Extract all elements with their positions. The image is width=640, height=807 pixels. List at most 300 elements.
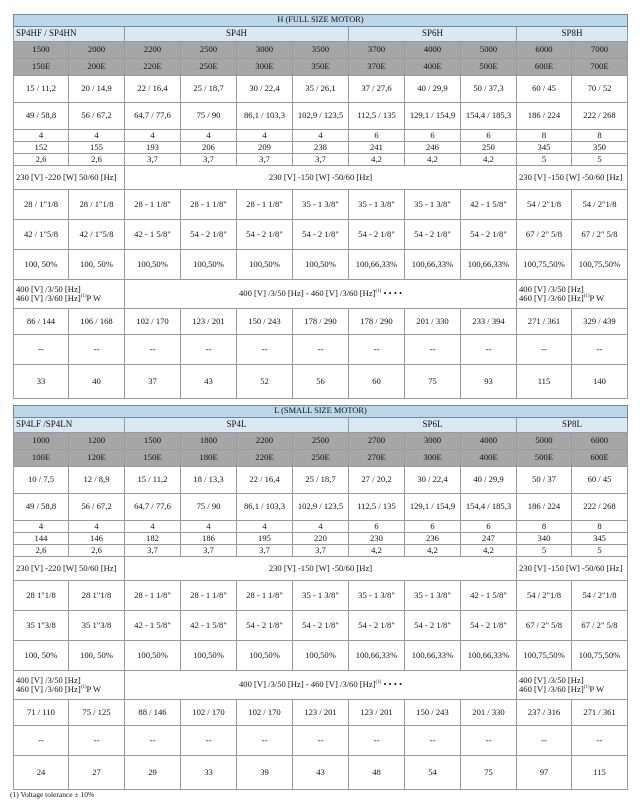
model-cell: 2200 <box>237 433 293 450</box>
pipe-cell: 54 - 2 1/8" <box>461 220 517 250</box>
data-cell: 146 <box>69 533 125 545</box>
capacity-cell: 100,66,33% <box>349 250 405 280</box>
data-cell: 30 / 22,4 <box>237 76 293 103</box>
pipe-cell: 54 - 2 1/8" <box>181 220 237 250</box>
data-cell: 25 / 18,7 <box>181 76 237 103</box>
model-cell: 2000 <box>69 42 125 59</box>
data-cell: 106 / 168 <box>69 309 125 335</box>
data-cell: -- <box>349 726 405 756</box>
model-cell: 2500 <box>181 42 237 59</box>
table-row <box>14 611 628 641</box>
pipe-cell: 28 - 1 1/8" <box>125 190 181 220</box>
data-cell: 52 <box>237 365 293 399</box>
data-cell: 178 / 290 <box>293 309 349 335</box>
capacity-cell: 100, 50% <box>69 641 125 671</box>
capacity-cell: 100,66,33% <box>461 250 517 280</box>
model-cell: 150E <box>14 59 69 76</box>
data-cell: 4 <box>69 521 125 533</box>
footnote-ref: (1) <box>80 294 87 300</box>
table-row <box>14 756 628 790</box>
data-cell: 182 <box>125 533 181 545</box>
data-cell: 75 / 90 <box>181 103 237 130</box>
pipe-cell: 54 - 2 1/8" <box>293 220 349 250</box>
voltage-row <box>14 557 628 581</box>
pipe-cell: 42 - 1 5/8" <box>461 581 517 611</box>
model-cell: 1500 <box>14 42 69 59</box>
data-cell: 201 / 330 <box>405 309 461 335</box>
table-title: H (FULL SIZE MOTOR) <box>14 15 628 27</box>
data-cell: 8 <box>572 521 628 533</box>
pipe-cell: 28 - 1 1/8" <box>181 581 237 611</box>
data-cell: 49 / 58,8 <box>14 494 69 521</box>
data-cell: 4,2 <box>461 545 517 557</box>
data-cell: 18 / 13,3 <box>181 467 237 494</box>
table-row <box>14 130 628 142</box>
data-cell: 6 <box>461 130 517 142</box>
model-cell: 500E <box>461 59 517 76</box>
data-cell: 236 <box>405 533 461 545</box>
data-cell: 40 / 29,9 <box>405 76 461 103</box>
data-cell: 56 <box>293 365 349 399</box>
data-cell: 54 <box>405 756 461 790</box>
data-cell: 33 <box>14 365 69 399</box>
data-cell: 123 / 201 <box>349 700 405 726</box>
data-cell: 102 / 170 <box>237 700 293 726</box>
voltage-cell <box>517 671 628 700</box>
data-cell: 3,7 <box>181 545 237 557</box>
pipe-cell: 54 / 2"1/8 <box>572 581 628 611</box>
data-cell: -- <box>125 726 181 756</box>
model-cell: 3000 <box>237 42 293 59</box>
data-cell: 178 / 290 <box>349 309 405 335</box>
data-cell: 4 <box>293 521 349 533</box>
model-cell: 1500 <box>125 433 181 450</box>
data-cell: 64,7 / 77,6 <box>125 494 181 521</box>
data-cell: 4 <box>69 130 125 142</box>
data-cell: 43 <box>293 756 349 790</box>
data-cell: 6 <box>349 130 405 142</box>
data-cell: 102,9 / 123,5 <box>293 494 349 521</box>
data-cell: 24 <box>14 756 69 790</box>
model-cell: 4000 <box>461 433 517 450</box>
model-cell: 1000 <box>14 433 69 450</box>
model-row-1 <box>14 42 628 59</box>
model-cell: 5000 <box>461 42 517 59</box>
pipe-cell: 42 - 1 5/8" <box>461 190 517 220</box>
model-cell: 220E <box>125 59 181 76</box>
data-cell: 12 / 8,9 <box>69 467 125 494</box>
data-cell: -- <box>572 726 628 756</box>
data-cell: 123 / 201 <box>293 700 349 726</box>
data-cell: 193 <box>125 142 181 154</box>
data-cell: 155 <box>69 142 125 154</box>
data-cell: 4 <box>14 130 69 142</box>
pipe-cell: 35 1"3/8 <box>69 611 125 641</box>
pipe-cell: 35 - 1 3/8" <box>349 190 405 220</box>
voltage-tail: P W <box>589 684 605 694</box>
pipe-cell: 67 / 2" 5/8 <box>572 611 628 641</box>
table-row <box>14 103 628 130</box>
data-cell: 75 <box>461 756 517 790</box>
data-cell: 4,2 <box>349 154 405 166</box>
data-cell: 222 / 268 <box>572 494 628 521</box>
voltage-cell <box>14 280 125 309</box>
pipe-cell: 54 / 2"1/8 <box>517 190 572 220</box>
series-header: SP4L <box>125 418 349 433</box>
data-cell: 140 <box>572 365 628 399</box>
data-cell: 6 <box>349 521 405 533</box>
footnote-ref: (1) <box>375 680 382 686</box>
data-cell: 5 <box>572 154 628 166</box>
voltage-row <box>14 671 628 700</box>
pipe-cell: 54 - 2 1/8" <box>405 611 461 641</box>
data-cell: 250 <box>461 142 517 154</box>
data-cell: 4,2 <box>405 545 461 557</box>
data-cell: 6 <box>405 130 461 142</box>
model-cell: 250E <box>181 59 237 76</box>
data-cell: 2,6 <box>14 154 69 166</box>
capacity-cell: 100,75,50% <box>572 641 628 671</box>
voltage-line: 400 [V] /3/50 [Hz] - 460 [V] /3/60 [Hz] <box>239 288 376 299</box>
model-cell: 500E <box>517 450 572 467</box>
data-cell: 102,9 / 123,5 <box>293 103 349 130</box>
data-cell: 271 / 361 <box>517 309 572 335</box>
pipe-cell: 54 - 2 1/8" <box>461 611 517 641</box>
data-cell: 345 <box>572 533 628 545</box>
model-cell: 700E <box>572 59 628 76</box>
table-row <box>14 494 628 521</box>
series-header: SP6L <box>349 418 517 433</box>
data-cell: -- <box>405 335 461 365</box>
data-cell: 43 <box>181 365 237 399</box>
data-cell: 2,6 <box>69 154 125 166</box>
capacity-cell: 100, 50% <box>69 250 125 280</box>
spec-table-h <box>13 14 628 399</box>
series-header: SP4LF /SP4LN <box>14 418 125 433</box>
model-cell: 4000 <box>405 42 461 59</box>
pipe-cell: 42 / 1"5/8 <box>69 220 125 250</box>
data-cell: -- <box>461 726 517 756</box>
voltage-line: 460 [V] /3/60 [Hz] <box>519 684 584 694</box>
data-cell: 3,7 <box>181 154 237 166</box>
model-cell: 150E <box>125 450 181 467</box>
model-cell: 400E <box>405 59 461 76</box>
model-cell: 400E <box>461 450 517 467</box>
voltage-line: 460 [V] /3/60 [Hz] <box>519 293 584 303</box>
data-cell: 70 / 52 <box>572 76 628 103</box>
data-cell: 129,1 / 154,9 <box>405 103 461 130</box>
pipe-cell: 28 1"1/8 <box>69 581 125 611</box>
data-cell: 2,6 <box>69 545 125 557</box>
data-cell: 112,5 / 135 <box>349 103 405 130</box>
data-cell: 6 <box>461 521 517 533</box>
data-cell: 75 / 125 <box>69 700 125 726</box>
data-cell: -- <box>461 335 517 365</box>
data-cell: 56 / 67,2 <box>69 494 125 521</box>
table-row <box>14 726 628 756</box>
voltage-line: 460 [V] /3/60 [Hz] <box>16 684 81 694</box>
series-header: SP4H <box>125 27 349 42</box>
capacity-cell: 100,66,33% <box>349 641 405 671</box>
pipe-cell: 42 / 1"5/8 <box>14 220 69 250</box>
pipe-cell: 35 - 1 3/8" <box>405 581 461 611</box>
pipe-cell: 54 - 2 1/8" <box>237 220 293 250</box>
table-row <box>14 154 628 166</box>
model-cell: 300E <box>237 59 293 76</box>
model-cell: 200E <box>69 59 125 76</box>
model-cell: 370E <box>349 59 405 76</box>
data-cell: 6 <box>405 521 461 533</box>
data-cell: 238 <box>293 142 349 154</box>
table-row <box>14 545 628 557</box>
voltage-tail: P W <box>86 293 102 303</box>
data-cell: 246 <box>405 142 461 154</box>
model-cell: 270E <box>349 450 405 467</box>
pipe-cell: 54 / 2"1/8 <box>572 190 628 220</box>
data-cell: -- <box>14 726 69 756</box>
table-row <box>14 467 628 494</box>
model-cell: 220E <box>237 450 293 467</box>
data-cell: 5 <box>517 545 572 557</box>
table-row <box>14 581 628 611</box>
pipe-cell: 28 / 1"1/8 <box>69 190 125 220</box>
model-row-1 <box>14 433 628 450</box>
data-cell: 35 / 26,1 <box>293 76 349 103</box>
data-cell: 10 / 7,5 <box>14 467 69 494</box>
model-cell: 1800 <box>181 433 237 450</box>
pipe-cell: 54 - 2 1/8" <box>405 220 461 250</box>
data-cell: 152 <box>14 142 69 154</box>
data-cell: 230 <box>349 533 405 545</box>
footnote-ref: (1) <box>80 685 87 691</box>
data-cell: -- <box>405 726 461 756</box>
model-cell: 5000 <box>517 433 572 450</box>
pipe-cell: 67 / 2" 5/8 <box>572 220 628 250</box>
data-cell: -- <box>125 335 181 365</box>
footnote-ref: (1) <box>583 294 590 300</box>
spec-table-l <box>13 405 628 790</box>
data-cell: 112,5 / 135 <box>349 494 405 521</box>
model-cell: 250E <box>293 450 349 467</box>
pipe-cell: 67 / 2" 5/8 <box>517 220 572 250</box>
pipe-cell: 28 / 1"1/8 <box>14 190 69 220</box>
data-cell: 206 <box>181 142 237 154</box>
voltage-row <box>14 280 628 309</box>
data-cell: 27 <box>69 756 125 790</box>
data-cell: 39 <box>237 756 293 790</box>
voltage-cell <box>125 671 517 700</box>
data-cell: 40 / 29,9 <box>461 467 517 494</box>
voltage-tail: • • • • <box>383 679 402 690</box>
data-cell: 50 / 37,3 <box>461 76 517 103</box>
data-cell: 150 / 243 <box>405 700 461 726</box>
data-cell: 4 <box>181 130 237 142</box>
capacity-cell: 100,50% <box>125 250 181 280</box>
data-cell: 3,7 <box>293 154 349 166</box>
data-cell: 8 <box>517 130 572 142</box>
model-cell: 6000 <box>572 433 628 450</box>
data-cell: 4,2 <box>461 154 517 166</box>
model-cell: 180E <box>181 450 237 467</box>
pipe-cell: 42 - 1 5/8" <box>125 220 181 250</box>
voltage-cell <box>14 671 125 700</box>
data-cell: -- <box>293 335 349 365</box>
data-cell: 49 / 58,8 <box>14 103 69 130</box>
data-cell: 3,7 <box>125 545 181 557</box>
pipe-cell: 35 - 1 3/8" <box>293 581 349 611</box>
data-cell: 220 <box>293 533 349 545</box>
footnote-ref: (1) <box>583 685 590 691</box>
model-cell: 2700 <box>349 433 405 450</box>
pipe-cell: 35 - 1 3/8" <box>293 190 349 220</box>
model-cell: 350E <box>293 59 349 76</box>
data-cell: -- <box>572 335 628 365</box>
data-cell: 60 / 45 <box>572 467 628 494</box>
table-row <box>14 142 628 154</box>
capacity-cell: 100, 50% <box>14 641 69 671</box>
data-cell: -- <box>69 726 125 756</box>
data-cell: -- <box>517 726 572 756</box>
data-cell: 3,7 <box>125 154 181 166</box>
series-header: SP8L <box>517 418 628 433</box>
footnote-mark: (1) <box>10 790 19 799</box>
table-row <box>14 641 628 671</box>
data-cell: 4 <box>125 521 181 533</box>
data-cell: 97 <box>517 756 572 790</box>
voltage-tail: P W <box>589 293 605 303</box>
data-cell: 186 / 224 <box>517 103 572 130</box>
model-cell: 120E <box>69 450 125 467</box>
footnote-ref: (1) <box>375 289 382 295</box>
table-row <box>14 533 628 545</box>
table-row <box>14 76 628 103</box>
capacity-cell: 100,66,33% <box>405 250 461 280</box>
data-cell: 2,6 <box>14 545 69 557</box>
series-header: SP8H <box>517 27 628 42</box>
data-cell: 75 <box>405 365 461 399</box>
voltage-line: 400 [V] /3/50 [Hz] - 460 [V] /3/60 [Hz] <box>239 679 376 690</box>
capacity-cell: 100,66,33% <box>461 641 517 671</box>
capacity-cell: 100,50% <box>293 641 349 671</box>
model-cell: 100E <box>14 450 69 467</box>
data-cell: -- <box>14 335 69 365</box>
data-cell: 4 <box>181 521 237 533</box>
data-cell: 27 / 20,2 <box>349 467 405 494</box>
footnote <box>10 790 94 799</box>
pipe-cell: 28 - 1 1/8" <box>181 190 237 220</box>
data-cell: 150 / 243 <box>237 309 293 335</box>
data-cell: 4 <box>125 130 181 142</box>
table-row <box>14 220 628 250</box>
data-cell: 233 / 394 <box>461 309 517 335</box>
data-cell: 15 / 11,2 <box>14 76 69 103</box>
data-cell: 37 / 27,6 <box>349 76 405 103</box>
voltage-tail: P W <box>86 684 102 694</box>
data-cell: -- <box>517 335 572 365</box>
footnote-text: Voltage tolerance <box>20 790 73 799</box>
pipe-cell: 28 1"1/8 <box>14 581 69 611</box>
voltage-row <box>14 166 628 190</box>
pipe-cell: 67 / 2" 5/8 <box>517 611 572 641</box>
voltage-cell <box>125 280 517 309</box>
data-cell: 88 / 146 <box>125 700 181 726</box>
table-row <box>14 250 628 280</box>
pipe-cell: 35 - 1 3/8" <box>405 190 461 220</box>
data-cell: 4 <box>237 130 293 142</box>
data-cell: 60 <box>349 365 405 399</box>
model-cell: 600E <box>572 450 628 467</box>
voltage-cell: 230 [V] -150 [W] -50/60 [Hz] <box>125 166 517 190</box>
capacity-cell: 100,66,33% <box>405 641 461 671</box>
voltage-tail: • • • • <box>383 288 402 299</box>
data-cell: 345 <box>517 142 572 154</box>
data-cell: 5 <box>517 154 572 166</box>
data-cell: 50 / 37 <box>517 467 572 494</box>
data-cell: 33 <box>181 756 237 790</box>
data-cell: -- <box>69 335 125 365</box>
data-cell: 4,2 <box>349 545 405 557</box>
table-row <box>14 365 628 399</box>
model-cell: 300E <box>405 450 461 467</box>
data-cell: 115 <box>572 756 628 790</box>
data-cell: 48 <box>349 756 405 790</box>
pipe-cell: 28 - 1 1/8" <box>237 581 293 611</box>
data-cell: 60 / 45 <box>517 76 572 103</box>
data-cell: 20 / 14,9 <box>69 76 125 103</box>
pipe-cell: 35 1"3/8 <box>14 611 69 641</box>
data-cell: 154,4 / 185,3 <box>461 103 517 130</box>
pipe-cell: 54 / 2"1/8 <box>517 581 572 611</box>
data-cell: 4 <box>14 521 69 533</box>
voltage-line: 460 [V] /3/60 [Hz] <box>16 293 81 303</box>
model-row-2 <box>14 59 628 76</box>
data-cell: 75 / 90 <box>181 494 237 521</box>
data-cell: 186 / 224 <box>517 494 572 521</box>
voltage-cell: 230 [V] -150 [W] -50/60 [Hz] <box>517 557 628 581</box>
table-row <box>14 700 628 726</box>
data-cell: 186 <box>181 533 237 545</box>
voltage-line: 400 [V] /3/50 [Hz] <box>16 674 81 685</box>
series-header: SP4HF / SP4HN <box>14 27 125 42</box>
pipe-cell: 28 - 1 1/8" <box>125 581 181 611</box>
data-cell: 123 / 201 <box>181 309 237 335</box>
data-cell: 37 <box>125 365 181 399</box>
model-cell: 3000 <box>405 433 461 450</box>
model-cell: 600E <box>517 59 572 76</box>
capacity-cell: 100,50% <box>237 641 293 671</box>
data-cell: 350 <box>572 142 628 154</box>
model-cell: 3700 <box>349 42 405 59</box>
data-cell: 3,7 <box>237 545 293 557</box>
capacity-cell: 100,50% <box>181 250 237 280</box>
data-cell: 86 / 144 <box>14 309 69 335</box>
table-title: L (SMALL SIZE MOTOR) <box>14 406 628 418</box>
pipe-cell: 28 - 1 1/8" <box>237 190 293 220</box>
data-cell: 237 / 316 <box>517 700 572 726</box>
pipe-cell: 42 - 1 5/8" <box>125 611 181 641</box>
pipe-cell: 54 - 2 1/8" <box>293 611 349 641</box>
series-header: SP6H <box>349 27 517 42</box>
data-cell: 56 / 67,2 <box>69 103 125 130</box>
voltage-cell: 230 [V] -220 [W] 50/60 [Hz] <box>14 557 125 581</box>
capacity-cell: 100,50% <box>181 641 237 671</box>
pipe-cell: 42 - 1 5/8" <box>181 611 237 641</box>
model-cell: 1200 <box>69 433 125 450</box>
data-cell: -- <box>349 335 405 365</box>
voltage-line: 400 [V] /3/50 [Hz] <box>16 283 81 294</box>
data-cell: 15 / 11,2 <box>125 467 181 494</box>
pipe-cell: 35 - 1 3/8" <box>349 581 405 611</box>
